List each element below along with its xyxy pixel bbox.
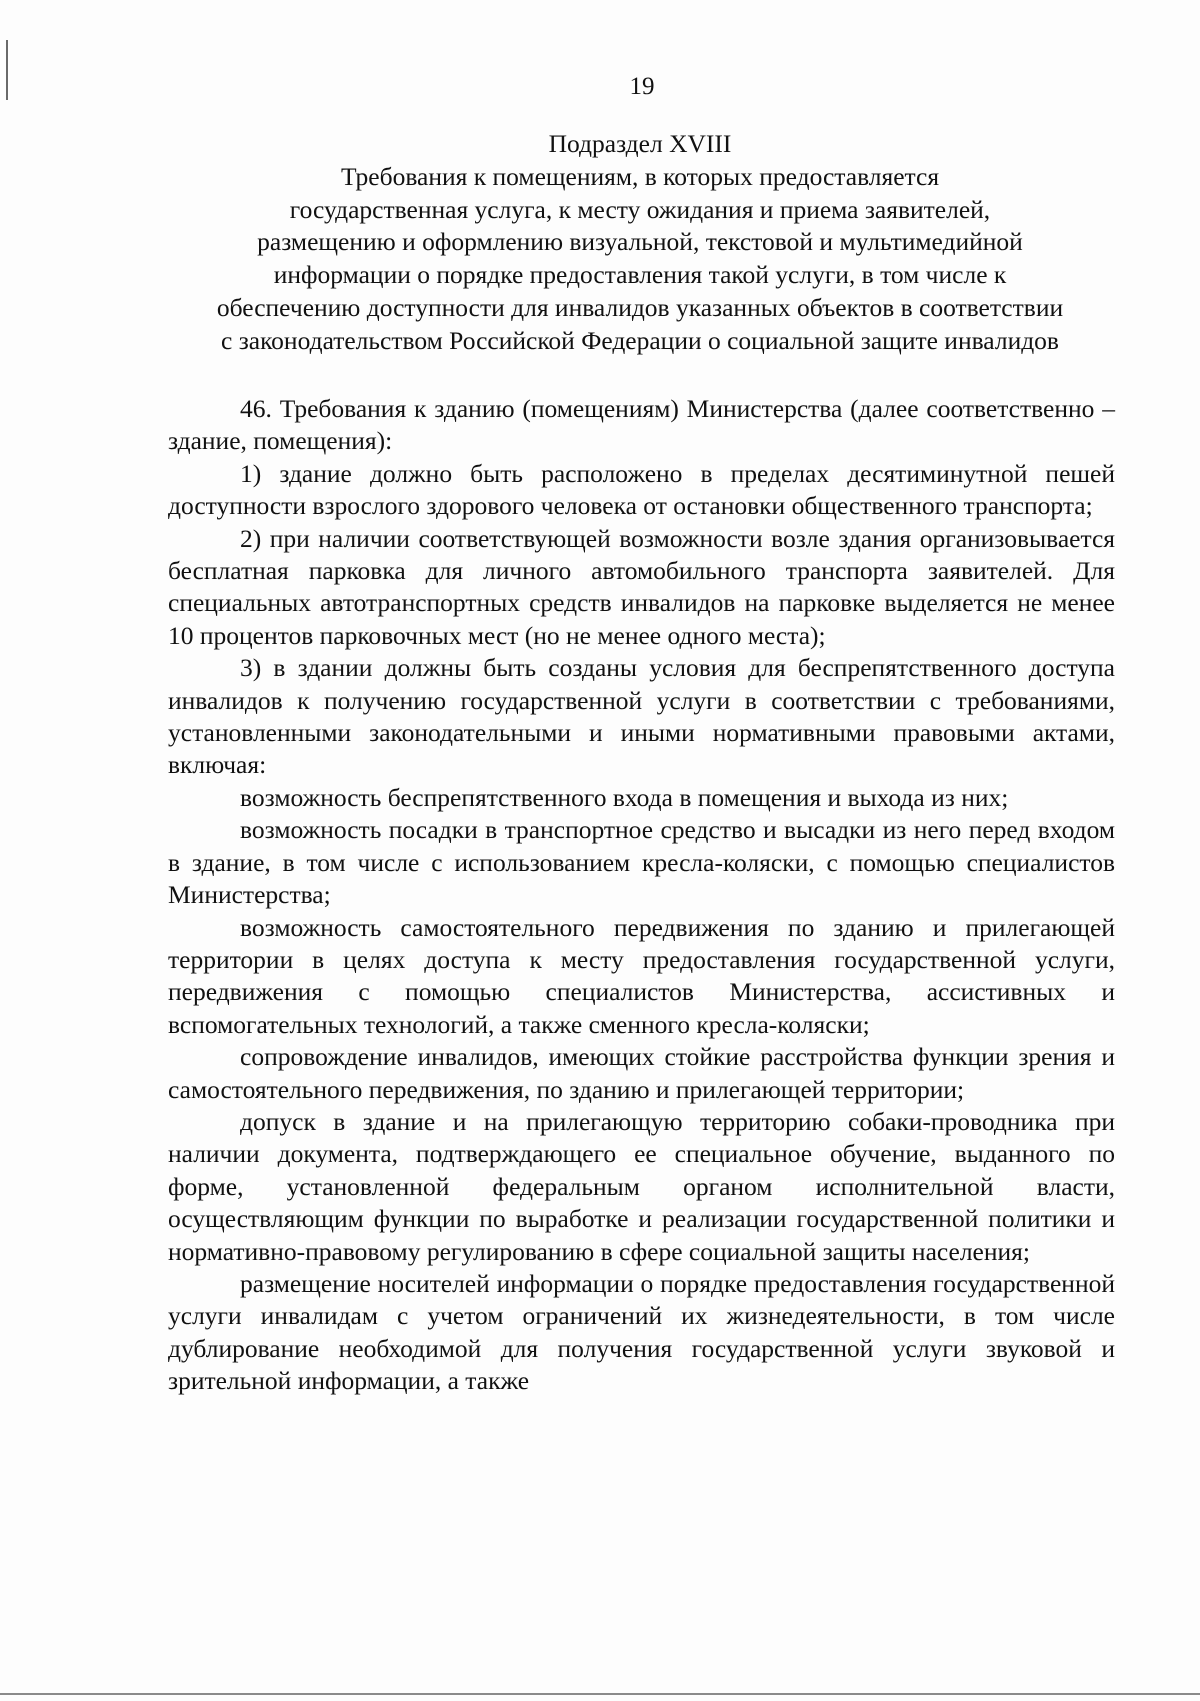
paragraph-46: 46. Требования к зданию (помещениям) Министерства (далее соответственно – здание, помещения): bbox=[168, 394, 1115, 456]
document-body bbox=[168, 393, 1115, 1398]
section-header bbox=[160, 128, 1120, 358]
header-title-line: Требования к помещениям, в которых предоставляется bbox=[340, 161, 940, 191]
paragraph-guide-dog: допуск в здание и на прилегающую территорию собаки-проводника при наличии документа, подтверждающего ее специальное обучение, выданного по форме, установленной федеральным органом исполнительной власти, осуществляющим функции по выработке и реализации государственной политики и нормативно-правовому регулированию в сфере социальной защиты населения; bbox=[168, 1106, 1115, 1266]
paragraph-item-1: 1) здание должно быть расположено в пределах десятиминутной пешей доступности взрослого здорового человека от остановки общественного транспорта; bbox=[168, 458, 1115, 521]
subsection-title: Подраздел XVIII bbox=[548, 129, 732, 158]
paragraph-vehicle-boarding: возможность посадки в транспортное средство и высадки из него перед входом в здание, в том числе с использованием кресла-коляски, с помощью специалистов Министерства; bbox=[168, 815, 1115, 910]
header-title-line: размещению и оформлению визуальной, текстовой и мультимедийной bbox=[257, 227, 1023, 257]
header-title-line: обеспечению доступности для инвалидов указанных объектов в соответствии bbox=[216, 292, 1064, 322]
header-title-line: государственная услуга, к месту ожидания и приема заявителей, bbox=[289, 194, 991, 224]
paragraph-escort: сопровождение инвалидов, имеющих стойкие расстройства функции зрения и самостоятельного передвижения, по зданию и прилегающей территории; bbox=[168, 1042, 1115, 1104]
page-number: 19 bbox=[629, 73, 655, 100]
paragraph-independent-movement: возможность самостоятельного передвижения по зданию и прилегающей территории в целях доступа к месту предоставления государственной услуги, передвижения с помощью специалистов Министерства, ассистивных и вспомогательных технологий, а также сменного кресла-коляски; bbox=[168, 912, 1115, 1039]
header-title-line: с законодательством Российской Федерации о социальной защите инвалидов bbox=[221, 325, 1059, 355]
paragraph-entrance-access: возможность беспрепятственного входа в помещения и выхода из них; bbox=[240, 782, 1009, 812]
paragraph-information-placement: размещение носителей информации о порядке предоставления государственной услуги инвалидам с учетом ограничений их жизнедеятельности, в том числе дублирование необходимой для получения государственной услуги звуковой и зрительной информации, а также bbox=[168, 1268, 1115, 1396]
paragraph-item-3: 3) в здании должны быть созданы условия для беспрепятственного доступа инвалидов к получению государственной услуги в соответствии с требованиями, установленными законодательными и иными нормативными правовыми актами, включая: bbox=[168, 653, 1115, 780]
header-title-line: информации о порядке предоставления такой услуги, в том числе к bbox=[273, 260, 1007, 290]
scan-bottom-edge bbox=[0, 1693, 1200, 1695]
paragraph-item-2: 2) при наличии соответствующей возможности возле здания организовывается бесплатная парковка для личного автомобильного транспорта заявителей. Для специальных автотранспортных средств инвалидов на парковке выделяется не менее 10 процентов парковочных мест (но не менее одного места); bbox=[168, 523, 1115, 650]
